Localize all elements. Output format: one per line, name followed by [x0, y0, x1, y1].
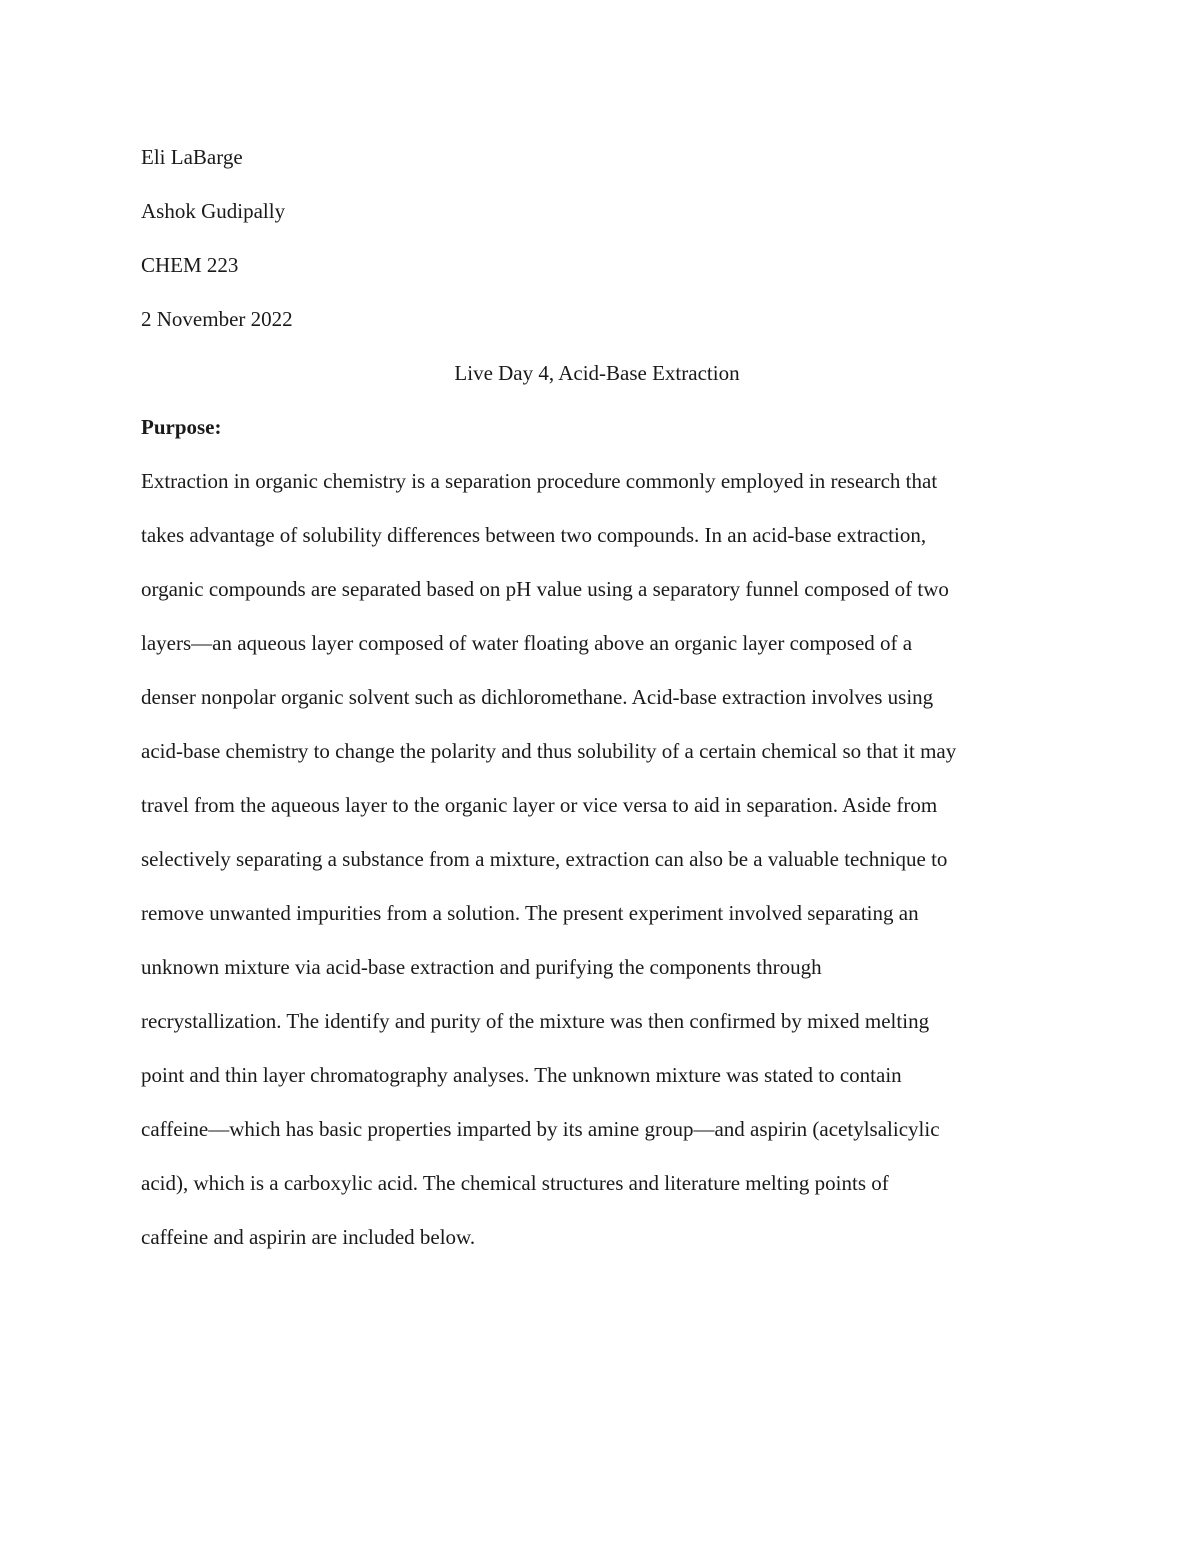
paragraph-line: travel from the aqueous layer to the organic layer or vice versa to aid in separation. Aside from [141, 793, 938, 817]
paragraph-line: recrystallization. The identify and purity of the mixture was then confirmed by mixed melting [141, 1009, 930, 1033]
paragraph-line: remove unwanted impurities from a solution. The present experiment involved separating an [141, 901, 919, 925]
paragraph-line: acid-base chemistry to change the polarity and thus solubility of a certain chemical so that it may [141, 739, 957, 763]
paragraph-line: caffeine and aspirin are included below. [141, 1225, 476, 1249]
paragraph-line: caffeine—which has basic properties imparted by its amine group—and aspirin (acetylsalicylic [141, 1117, 940, 1141]
paragraph-line: unknown mixture via acid-base extraction and purifying the components through [141, 955, 822, 979]
paragraph-line: denser nonpolar organic solvent such as dichloromethane. Acid-base extraction involves using [141, 685, 934, 709]
document-title: Live Day 4, Acid-Base Extraction [454, 361, 740, 385]
purpose-paragraph [141, 466, 1061, 1276]
paragraph-line: Extraction in organic chemistry is a separation procedure commonly employed in research that [141, 469, 938, 493]
instructor-name: Ashok Gudipally [141, 199, 286, 223]
course-name: CHEM 223 [141, 253, 239, 277]
paragraph-line: acid), which is a carboxylic acid. The chemical structures and literature melting points of [141, 1171, 889, 1195]
paragraph-line: selectively separating a substance from a mixture, extraction can also be a valuable technique to [141, 847, 948, 871]
paragraph-line: organic compounds are separated based on pH value using a separatory funnel composed of two [141, 577, 949, 601]
student-name: Eli LaBarge [141, 145, 243, 169]
document-title-row [0, 358, 1200, 388]
paragraph-line: point and thin layer chromatography analyses. The unknown mixture was stated to contain [141, 1063, 902, 1087]
paragraph-line: takes advantage of solubility differences between two compounds. In an acid-base extraction, [141, 523, 927, 547]
paragraph-line: layers—an aqueous layer composed of water floating above an organic layer composed of a [141, 631, 913, 655]
purpose-heading: Purpose: [141, 415, 222, 439]
document-date: 2 November 2022 [141, 307, 293, 331]
